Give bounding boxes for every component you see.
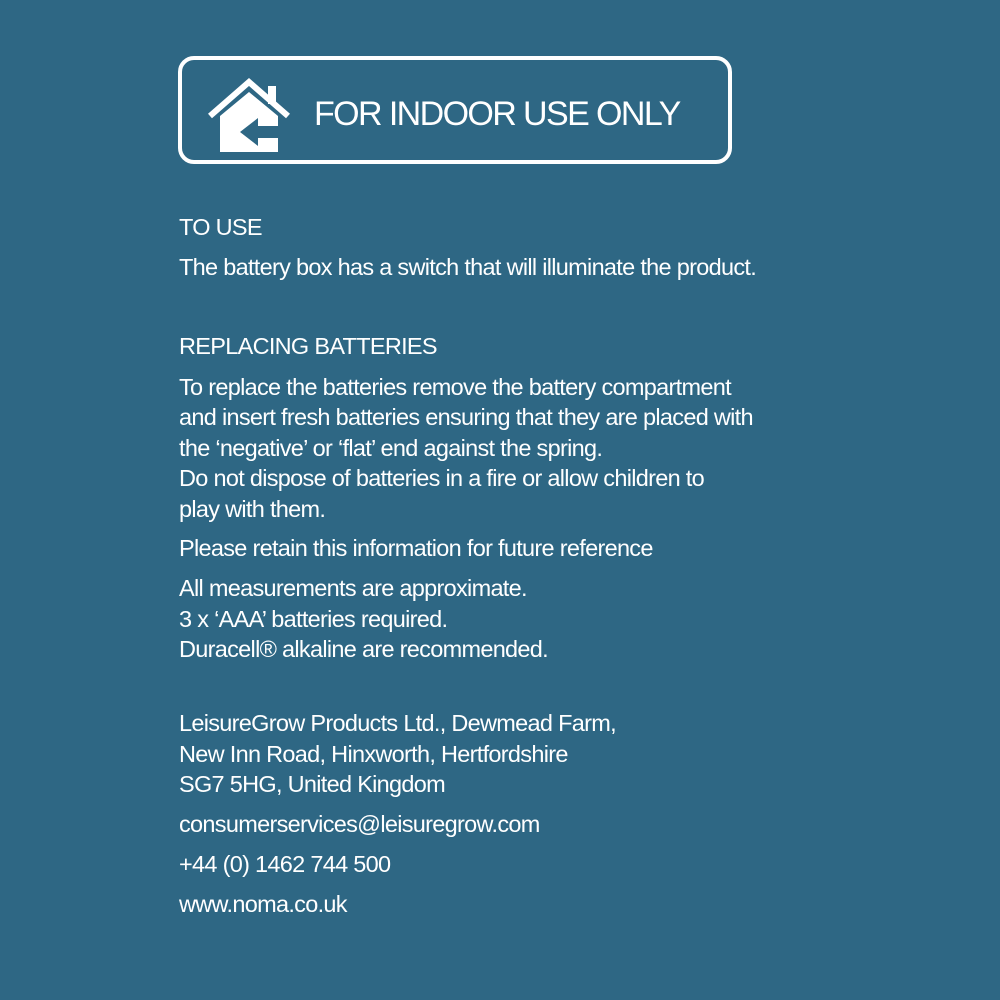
to-use-heading: TO USE — [179, 214, 262, 240]
email-address: consumerservices@leisuregrow.com — [179, 811, 540, 837]
address-line: LeisureGrow Products Ltd., Dewmead Farm, — [179, 710, 616, 736]
phone-number: +44 (0) 1462 744 500 — [179, 851, 391, 877]
to-use-body: The battery box has a switch that will illuminate the product. — [179, 253, 757, 280]
replacing-heading: REPLACING BATTERIES — [179, 333, 437, 359]
notes-section — [179, 573, 548, 665]
replacing-line: Do not dispose of batteries in a fire or allow children to — [179, 465, 705, 491]
house-arrow-icon — [206, 76, 292, 154]
banner-text: FOR INDOOR USE ONLY — [314, 95, 680, 133]
note-line: 3 x ‘AAA’ batteries required. — [179, 605, 448, 632]
replacing-line: and insert fresh batteries ensuring that they are placed with — [179, 404, 753, 430]
replacing-line: play with them. — [179, 495, 326, 522]
indoor-use-banner — [178, 56, 732, 164]
address-line: SG7 5HG, United Kingdom — [179, 771, 446, 797]
replacing-section — [179, 331, 753, 524]
address-block — [179, 708, 616, 800]
replacing-line: the ‘negative’ or ‘flat’ end against the spring. — [179, 434, 603, 461]
to-use-section — [179, 212, 756, 282]
website-url: www.noma.co.uk — [179, 891, 347, 917]
address-line: New Inn Road, Hinxworth, Hertfordshire — [179, 740, 568, 767]
retain-note: Please retain this information for future reference — [179, 535, 653, 561]
note-line: Duracell® alkaline are recommended. — [179, 636, 548, 662]
note-line: All measurements are approximate. — [179, 575, 527, 601]
replacing-line: To replace the batteries remove the battery compartment — [179, 373, 731, 400]
